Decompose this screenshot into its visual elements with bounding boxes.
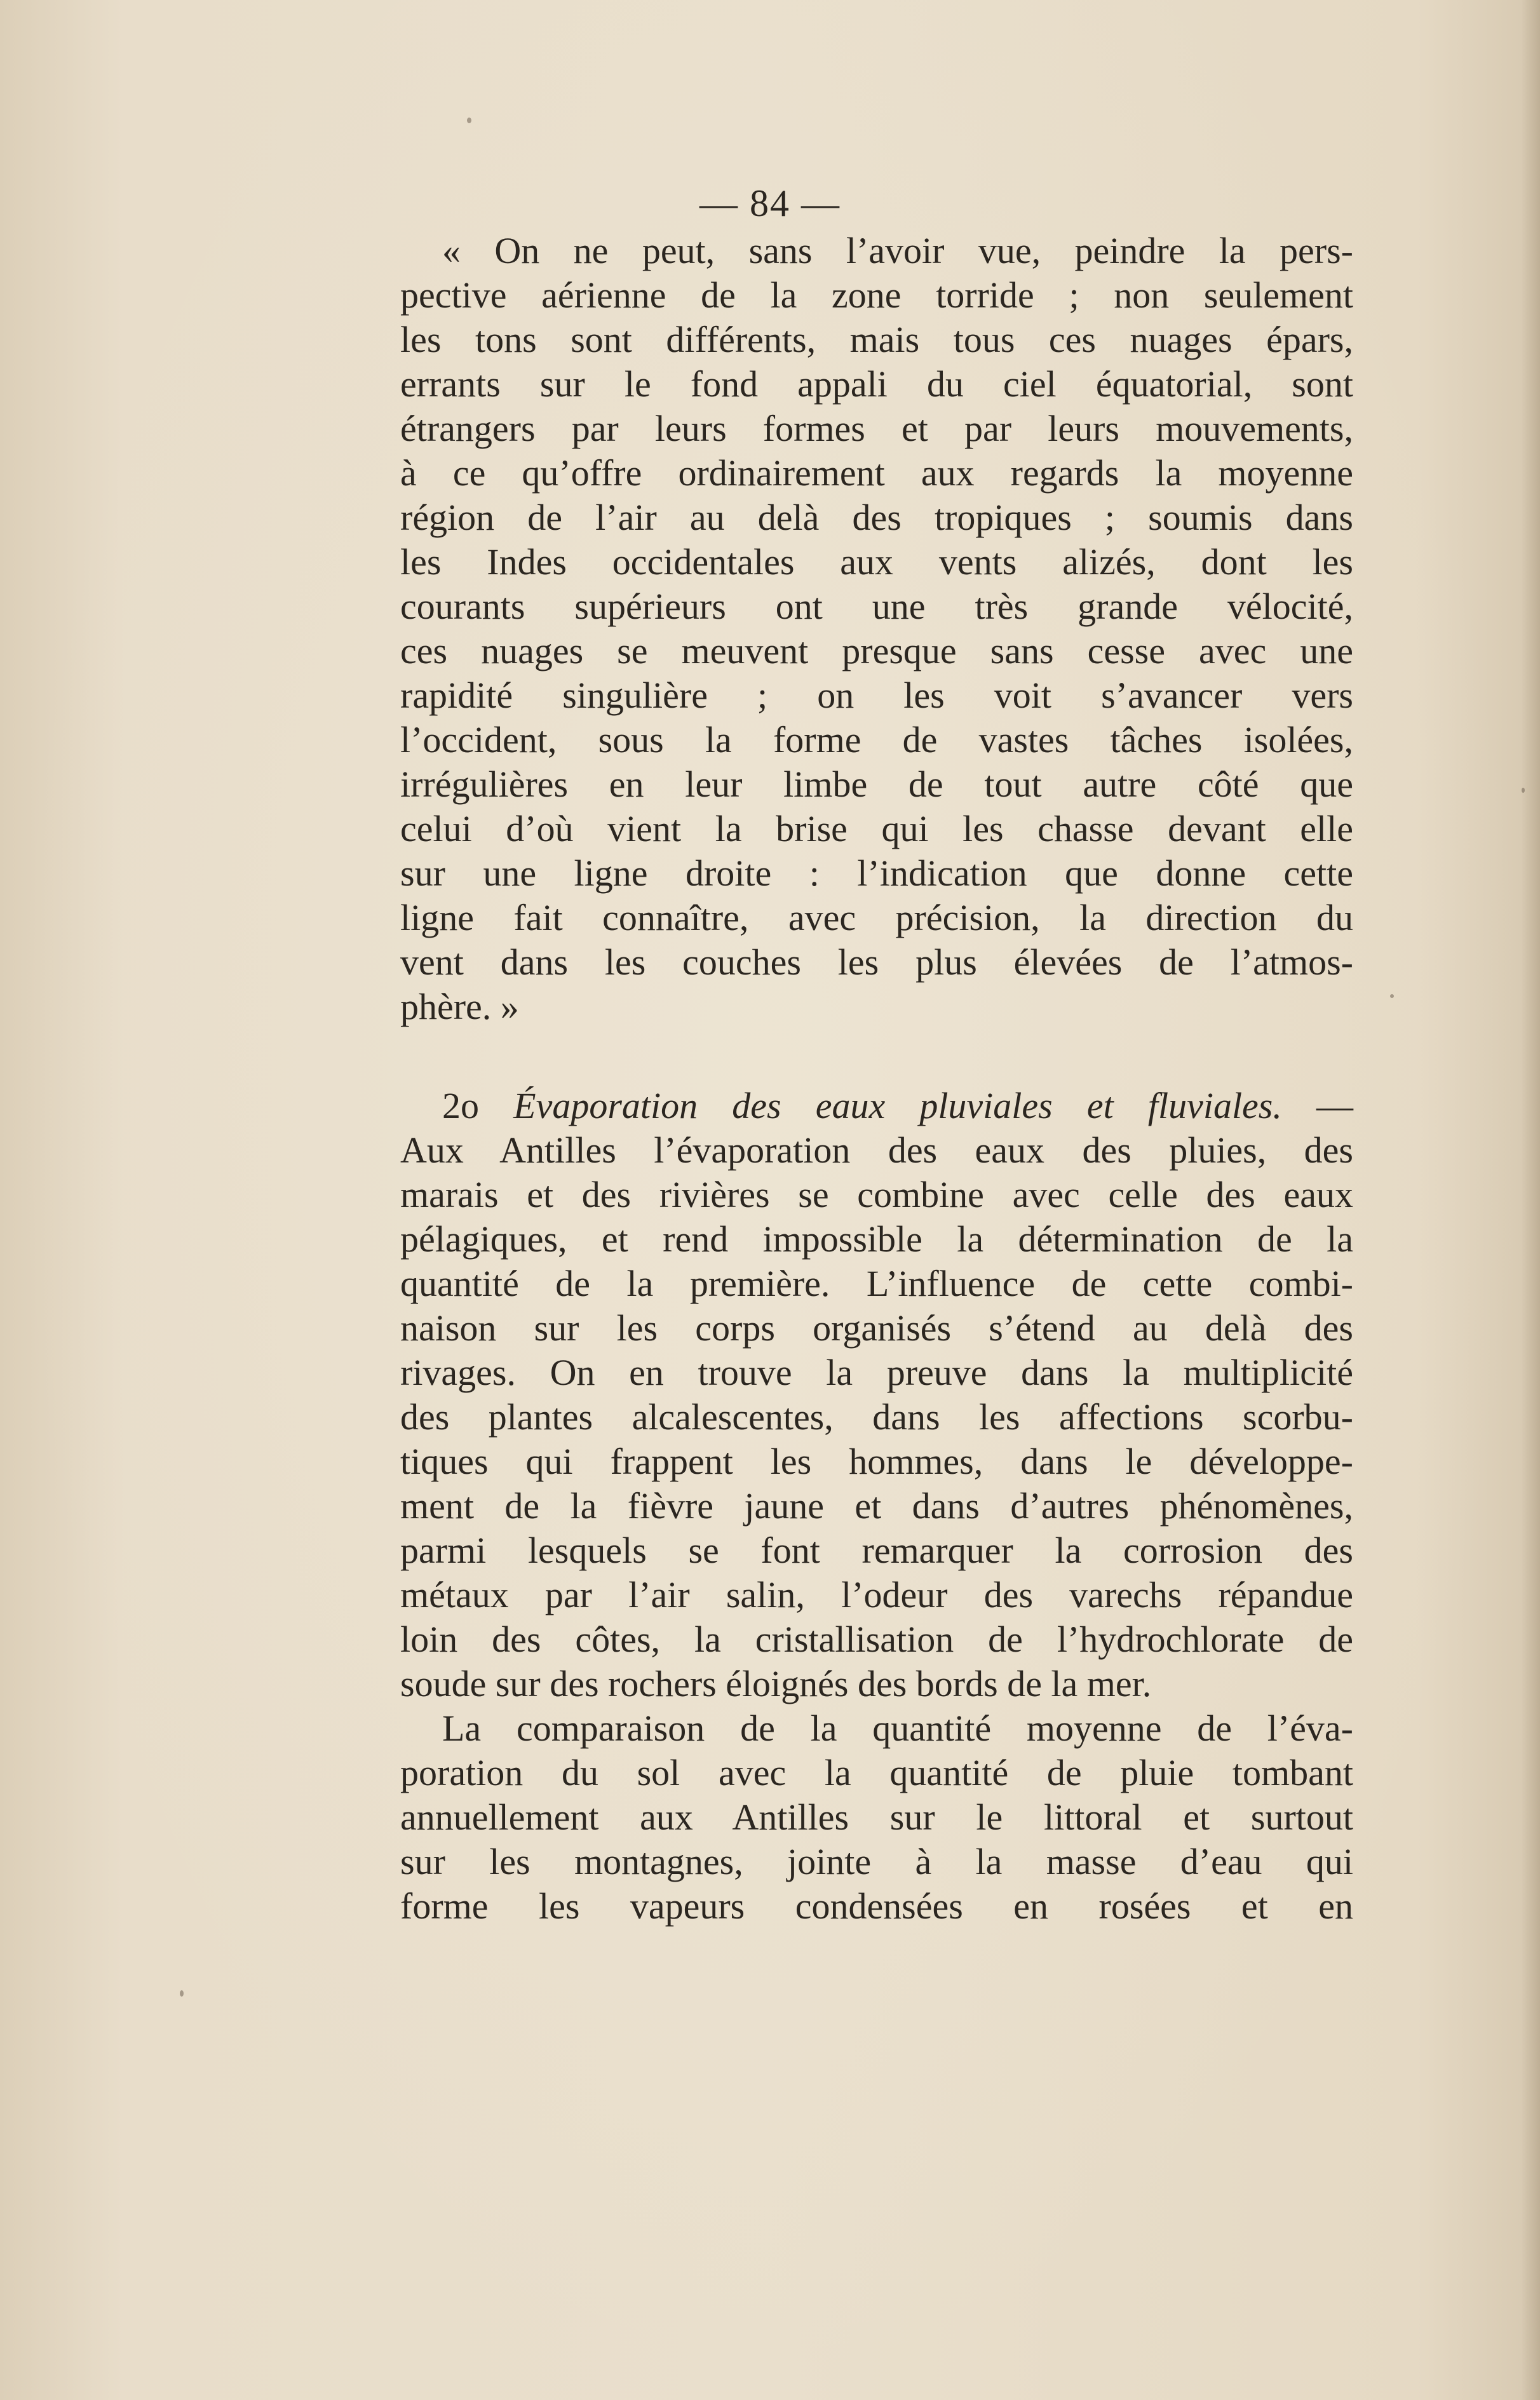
text-line: forme les vapeurs condensées en rosées et en xyxy=(400,1885,1353,1927)
text-line: métaux par l’air salin, l’odeur des varechs répandue xyxy=(400,1574,1353,1615)
section-title: Évaporation des eaux pluviales et fluviales. xyxy=(513,1085,1282,1126)
text-line: tiques qui frappent les hommes, dans le développe- xyxy=(400,1441,1353,1482)
paper-speck xyxy=(180,1990,184,1997)
section-number: 2o xyxy=(442,1085,479,1126)
page-edge-shadow xyxy=(1521,0,1540,2400)
text-line: phère. » xyxy=(400,986,519,1027)
paragraph-quote xyxy=(400,229,1353,1029)
text-line: pélagiques, et rend impossible la détermination de la xyxy=(400,1218,1353,1260)
text-line: région de l’air au delà des tropiques ; soumis dans xyxy=(400,497,1353,538)
text-line: sur les montagnes, jointe à la masse d’eau qui xyxy=(400,1841,1353,1882)
text-line: loin des côtes, la cristallisation de l’hydrochlorate de xyxy=(400,1619,1353,1660)
text-line: pective aérienne de la zone torride ; non seulement xyxy=(400,274,1353,316)
text-line: La comparaison de la quantité moyenne de l’éva- xyxy=(442,1708,1353,1749)
text-line: des plantes alcalescentes, dans les affections scorbu- xyxy=(400,1396,1353,1438)
text-line: les Indes occidentales aux vents alizés, dont les xyxy=(400,541,1353,583)
text-line: vent dans les couches les plus élevées de l’atmos- xyxy=(400,941,1353,983)
text-line: quantité de la première. L’influence de cette combi- xyxy=(400,1263,1353,1304)
text-line: rivages. On en trouve la preuve dans la multiplicité xyxy=(400,1352,1353,1393)
text-line: à ce qu’offre ordinairement aux regards la moyenne xyxy=(400,452,1353,494)
text-line: errants sur le fond appali du ciel équatorial, sont xyxy=(400,363,1353,405)
paper-speck xyxy=(467,118,471,123)
text-line: ligne fait connaître, avec précision, la direction du xyxy=(400,897,1353,938)
section-heading-line xyxy=(400,1084,1353,1128)
text-line: ment de la fièvre jaune et dans d’autres phénomènes, xyxy=(400,1485,1353,1527)
text-line: sur une ligne droite : l’indication que donne cette xyxy=(400,853,1353,894)
section-evaporation xyxy=(400,1084,1353,1706)
text-line: « On ne peut, sans l’avoir vue, peindre la pers- xyxy=(442,230,1353,271)
text-line: étrangers par leurs formes et par leurs mouvements, xyxy=(400,408,1353,449)
text-line: celui d’où vient la brise qui les chasse devant elle xyxy=(400,808,1353,849)
text-line: courants supérieurs ont une très grande vélocité, xyxy=(400,586,1353,627)
text-line: ces nuages se meuvent presque sans cesse avec une xyxy=(400,630,1353,671)
text-line: Aux Antilles l’évaporation des eaux des pluies, des xyxy=(400,1129,1353,1171)
text-line: l’occident, sous la forme de vastes tâches isolées, xyxy=(400,719,1353,760)
text-line: parmi lesquels se font remarquer la corrosion des xyxy=(400,1530,1353,1571)
text-line: soude sur des rochers éloignés des bords de la mer. xyxy=(400,1663,1152,1704)
text-line: poration du sol avec la quantité de pluie tombant xyxy=(400,1752,1353,1793)
text-line: les tons sont différents, mais tous ces nuages épars, xyxy=(400,319,1353,360)
page-number: — 84 — xyxy=(699,182,841,224)
text-line: naison sur les corps organisés s’étend au delà des xyxy=(400,1307,1353,1349)
text-body xyxy=(400,229,1353,1929)
paragraph-gap xyxy=(400,1029,1353,1084)
paper-speck xyxy=(1522,788,1525,793)
paper-speck xyxy=(1390,994,1394,998)
text-line: irrégulières en leur limbe de tout autre côté que xyxy=(400,764,1353,805)
text-line: annuellement aux Antilles sur le littoral et surtout xyxy=(400,1797,1353,1838)
text-line: marais et des rivières se combine avec celle des eaux xyxy=(400,1174,1353,1215)
text-line: rapidité singulière ; on les voit s’avancer vers xyxy=(400,675,1353,716)
section-dash: — xyxy=(1316,1085,1354,1126)
paragraph-comparison xyxy=(400,1706,1353,1929)
